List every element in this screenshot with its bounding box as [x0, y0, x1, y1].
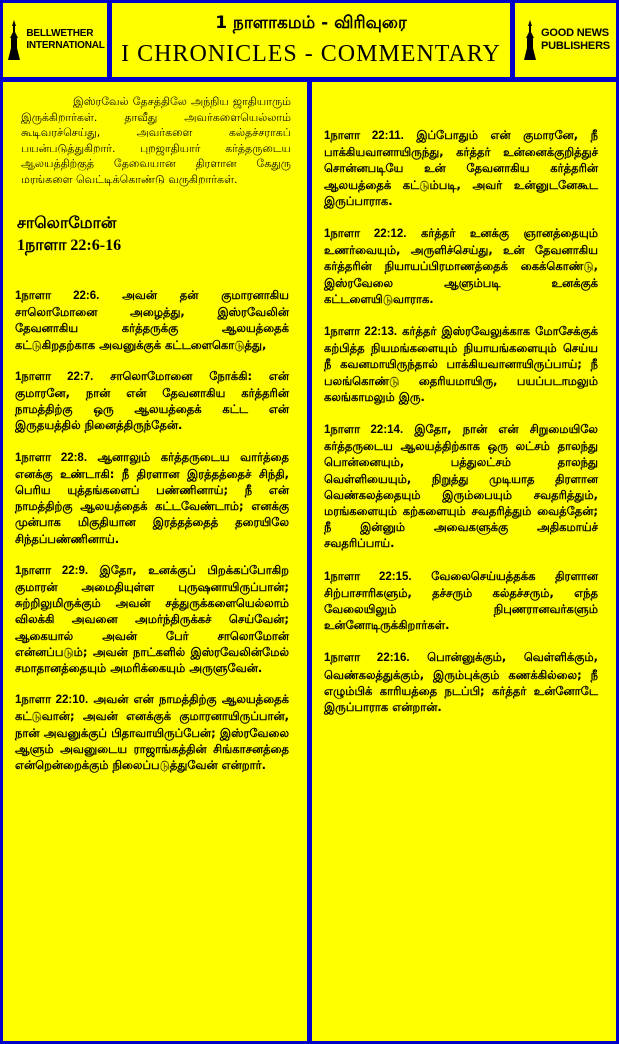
title-tamil: 1 நாளாகமம் - விரிவுரை: [215, 13, 407, 33]
intro-text: இஸ்ரவேல் தேசத்திலே அந்நிய ஜாதியாரும் இருக்கிறார்கள். தாவீது அவர்களையெல்லாம் கூடிவரச்செய்து, அவர்களை கல்தச்சராகப் பயன்படுத்துகிறார். புறஜாதியார் கர்த்தருடைய ஆலயத்திற்குத் தேவையான திரளான கேதுரு மரங்களை வெட்டிக்கொண்டு வருகிறார்கள்.: [21, 95, 291, 186]
verse-text: இதோ, உனக்குப் பிறக்கப்போகிற குமாரன் அமைதியுள்ள புருஷனாயிருப்பான்; சுற்றிலுமிருக்கும் அவன் சத்துருக்களையெல்லாம் விலக்கி அவனை அமர்ந்திருக்கச் செய்வேன்; ஆகையால் அவன் பேர் சாலொமோன் என்னப்படும்; அவன் நாட்களில் இஸ்ரவேலின்மேல் சமாதானத்தையும் அமரிக்கையும் அருளுவேன்.: [15, 562, 290, 676]
verse-paragraph: [312, 323, 616, 405]
verse-text: ஆனாலும் கர்த்தருடைய வார்த்தை எனக்கு உண்டாகி: நீ திரளான இரத்தத்தைச் சிந்தி, பெரிய யுத்தங்களைப் பண்ணினாய்; நீ என் நாமத்திற்கு ஆலயத்தைக் கட்டவேண்டாம்; எனக்கு முன்பாக மிகுதியான இரத்தத்தைத் தரையிலே சிந்தப்பண்ணினாய்.: [15, 449, 289, 546]
good-news-logo: [515, 3, 616, 77]
verse-reference: 1நாளா 22:13.: [324, 326, 398, 339]
verse-paragraph: [312, 225, 616, 307]
section-reference: 1நாளா 22:6-16: [17, 237, 122, 254]
verse-text: இதோ, நான் என் சிறுமையிலே கர்த்தருடைய ஆலயத்திற்காக ஒரு லட்சம் தாலந்து பொன்னையும், பத்துலட்சம் தாலந்து வெள்ளியையும், நிறுத்து முடியாத திரளான வெண்கலத்தையும் இரும்பையும் சவதரித்தும், மரங்களையும் கற்களையும் சவதரித்தும் வைத்தேன்; நீ இன்னும் அவைகளுக்கு அதிகமாய்ச் சவதரிப்பாய்.: [324, 422, 598, 551]
verse-reference: 1நாளா 22:12.: [324, 228, 407, 241]
verse-text: இப்போதும் என் குமாரனே, நீ பாக்கியவானாயிருந்து, கர்த்தர் உன்னைக்குறித்துச் சொன்னபடியே உன் தேவனாகிய கர்த்தரின் ஆலயத்தைக் கட்டும்படி, அவர் உன்னுடனேகூட இருப்பாராக.: [324, 128, 599, 208]
verse-reference: 1நாளா 22:7.: [15, 370, 94, 383]
verse-text: கர்த்தர் இஸ்ரவேலுக்காக மோசேக்குக் கற்பித்த நியமங்களையும் நியாயங்களையும் செய்ய நீ கவனமாயிருந்தால் பாக்கியவானாயிருப்பாய்; நீ பலங்கொண்டு தைரியமாயிரு, பயப்படாமலும் கலங்காமலும் இரு.: [324, 324, 598, 404]
title-english: I CHRONICLES - COMMENTARY: [121, 41, 501, 67]
logo-right-line1: GOOD NEWS: [541, 27, 609, 39]
verse-reference: 1நாளா 22:14.: [324, 424, 404, 437]
verse-paragraph: [312, 568, 616, 634]
section-heading: [3, 213, 307, 257]
verse-paragraph: [3, 449, 307, 547]
verse-reference: 1நாளா 22:11.: [324, 130, 404, 142]
verse-paragraph: [312, 421, 616, 552]
verse-paragraph: [3, 691, 307, 773]
verse-list-right: [312, 127, 616, 715]
verse-text: சாலொமோனை நோக்கி: என் குமாரனே, நான் என் தேவனாகிய கர்த்தரின் நாமத்திற்கு ஒரு ஆலயத்தைக் கட்ட என் இருதயத்தில் நினைத்திருந்தேன்.: [15, 368, 290, 433]
left-column: [3, 82, 307, 1041]
intro-paragraph: [3, 94, 307, 187]
verse-text: பொன்னுக்கும், வெள்ளிக்கும், வெண்கலத்துக்கும், இரும்புக்கும் கணக்கில்லை; நீ எழும்பிக் காரியத்தை நடப்பி; கர்த்தர் உன்னோடே இருப்பாராக என்றான்.: [324, 650, 598, 715]
verse-paragraph: [3, 287, 307, 353]
logo-left-line2: INTERNATIONAL: [26, 40, 105, 51]
bell-tower-icon: [5, 18, 23, 62]
verse-paragraph: [3, 368, 307, 434]
bell-tower-icon: [521, 18, 539, 62]
bellwether-logo: [3, 3, 107, 77]
verse-reference: 1நாளா 22:16.: [324, 652, 410, 665]
verse-reference: 1நாளா 22:6.: [15, 290, 100, 302]
logo-right-line2: PUBLISHERS: [541, 40, 610, 52]
verse-paragraph: [312, 649, 616, 715]
verse-text: அவன் என் நாமத்திற்கு ஆலயத்தைக் கட்டுவான்; அவன் எனக்குக் குமாரனாயிருப்பான், நான் அவனுக்குப் பிதாவாயிருப்பேன்; இஸ்ரவேலை ஆளும் அவனுடைய ராஜாங்கத்தின் சிங்காசனத்தை என்றென்றைக்கும் நிலைப்படுத்துவேன் என்றார்.: [15, 692, 289, 773]
verse-text: வேலைசெய்யத்தக்க திரளான சிற்பாசாரிகளும், தச்சரும் கல்தச்சரும், எந்த வேலையிலும் நிபுணரானவர்களும் உன்னோடிருக்கிறார்கள்.: [324, 568, 598, 633]
page-title: [112, 3, 510, 77]
verse-paragraph: [3, 562, 307, 676]
logo-left-line1: BELLWETHER: [26, 28, 94, 39]
verse-list-left: [3, 287, 307, 773]
section-title: சாலொமோன்: [17, 215, 117, 232]
right-column: [312, 82, 616, 1041]
verse-reference: 1நாளா 22:15.: [324, 570, 412, 583]
verse-reference: 1நாளா 22:8.: [15, 451, 88, 464]
verse-text: கர்த்தர் உனக்கு ஞானத்தையும் உணர்வையும், அருளிச்செய்து, உன் தேவனாகிய கர்த்தரின் நியாயப்பிரமாணத்தைக் கைக்கொண்டு, இஸ்ரவேலை ஆளும்படி உனக்குக் கட்டளையிடுவாராக.: [324, 226, 598, 306]
verse-reference: 1நாளா 22:10.: [15, 694, 89, 707]
verse-paragraph: [312, 127, 616, 209]
verse-reference: 1நாளா 22:9.: [15, 564, 89, 577]
verse-text: அவன் தன் குமாரனாகிய சாலொமோனை அழைத்து, இஸ்ரவேலின் தேவனாகிய கர்த்தருக்கு ஆலயத்தைக் கட்டுகிறதற்காக அவனுக்குக் கட்டளைகொடுத்து,: [15, 288, 290, 352]
